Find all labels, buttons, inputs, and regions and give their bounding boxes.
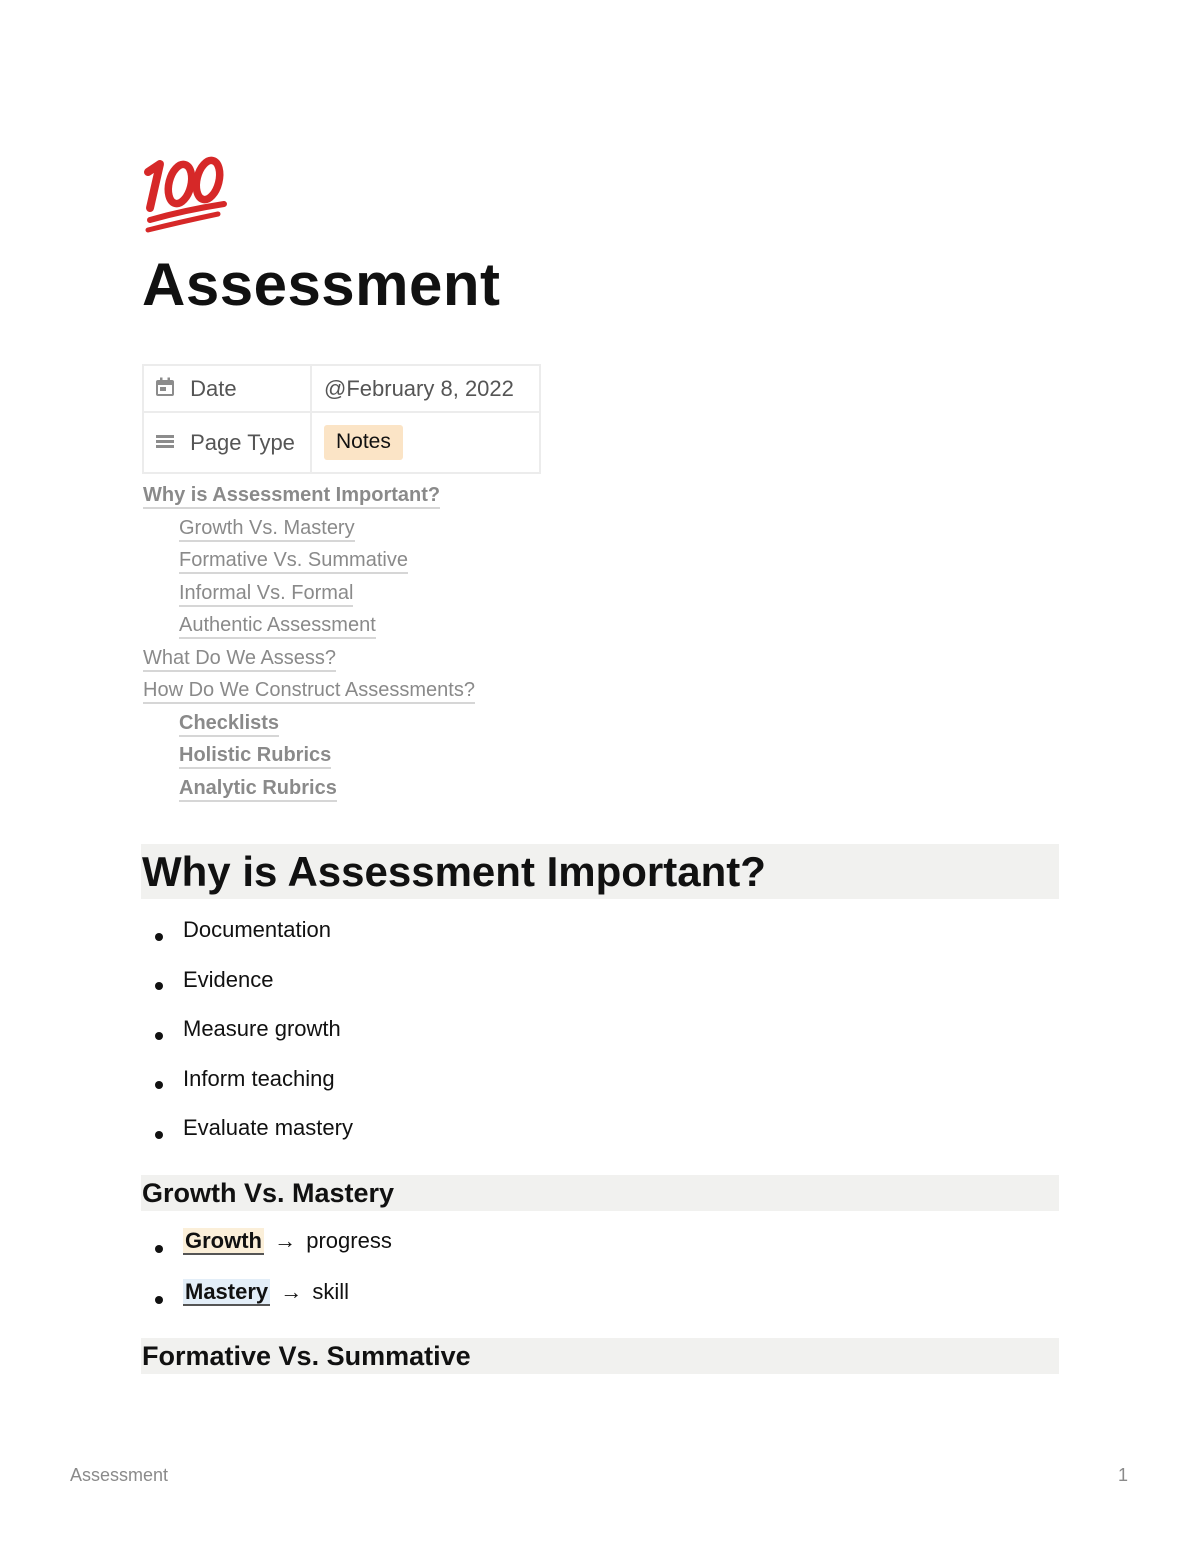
toc-link-growth-vs-mastery[interactable]: Growth Vs. Mastery xyxy=(179,517,355,542)
toc-link-checklists[interactable]: Checklists xyxy=(179,712,279,737)
toc-item xyxy=(143,610,475,643)
toc-item xyxy=(143,708,475,741)
list-item-text: Documentation xyxy=(183,917,331,942)
term-mastery: Mastery xyxy=(185,1279,269,1304)
list-item xyxy=(155,912,353,962)
heading-why-is-assessment-important: Why is Assessment Important? xyxy=(142,848,766,895)
hundred-points-icon xyxy=(140,150,232,242)
list-item xyxy=(155,1274,392,1325)
bullet-dot xyxy=(155,1081,163,1089)
toc-item xyxy=(143,513,475,546)
toc-item xyxy=(143,545,475,578)
page-title: Assessment xyxy=(142,251,501,318)
table-of-contents xyxy=(143,480,475,805)
property-row-date xyxy=(143,365,540,412)
list-lines-icon xyxy=(154,430,176,452)
bullet-dot xyxy=(155,933,163,941)
property-value-cell[interactable] xyxy=(311,412,540,473)
toc-link-authentic-assessment[interactable]: Authentic Assessment xyxy=(179,614,376,639)
toc-item xyxy=(143,578,475,611)
toc-item xyxy=(143,643,475,676)
term-description: progress xyxy=(306,1228,392,1253)
toc-link-informal-vs-formal[interactable]: Informal Vs. Formal xyxy=(179,582,353,607)
property-value-cell[interactable] xyxy=(311,365,540,412)
list-item-text: Measure growth xyxy=(183,1016,341,1041)
property-label-date: Date xyxy=(190,376,237,402)
list-item xyxy=(155,1223,392,1274)
property-key xyxy=(143,365,311,412)
toc-item xyxy=(143,773,475,806)
bullet-dot xyxy=(155,1032,163,1040)
list-item-text: Evaluate mastery xyxy=(183,1115,353,1140)
toc-link-analytic-rubrics[interactable]: Analytic Rubrics xyxy=(179,777,337,802)
toc-item xyxy=(143,480,475,513)
heading-formative-vs-summative: Formative Vs. Summative xyxy=(142,1341,471,1371)
date-value: @February 8, 2022 xyxy=(324,375,514,401)
toc-item xyxy=(143,675,475,708)
bullet-dot xyxy=(155,1296,163,1304)
list-item xyxy=(155,962,353,1012)
list-item-text: Inform teaching xyxy=(183,1065,335,1091)
calendar-icon xyxy=(154,376,176,398)
toc-link-why-is-assessment-important[interactable]: Why is Assessment Important? xyxy=(143,484,440,509)
list-item-text: Evidence xyxy=(183,966,274,992)
toc-link-how-do-we-construct[interactable]: How Do We Construct Assessments? xyxy=(143,679,475,704)
heading-block-growth xyxy=(141,1175,1059,1211)
heading-block-formative xyxy=(141,1338,1059,1374)
footer-page-number: 1 xyxy=(1117,1465,1128,1485)
bullet-dot xyxy=(155,1245,163,1253)
heading-growth-vs-mastery: Growth Vs. Mastery xyxy=(142,1178,395,1208)
property-label-page-type: Page Type xyxy=(190,430,295,456)
list-item xyxy=(155,1110,353,1160)
bullet-dot xyxy=(155,1131,163,1139)
list-item xyxy=(155,1061,353,1111)
term-growth: Growth xyxy=(185,1228,262,1253)
page-type-tag[interactable]: Notes xyxy=(324,425,403,460)
bullet-dot xyxy=(155,982,163,990)
list-item xyxy=(155,1011,353,1061)
property-key xyxy=(143,412,311,473)
property-row-page-type xyxy=(143,412,540,473)
toc-link-formative-vs-summative[interactable]: Formative Vs. Summative xyxy=(179,549,408,574)
why-bullet-list xyxy=(155,912,353,1160)
arrow-icon: → xyxy=(274,1228,297,1253)
toc-item xyxy=(143,740,475,773)
arrow-icon: → xyxy=(280,1279,303,1304)
footer-doc-title: Assessment xyxy=(70,1465,169,1485)
heading-block-why xyxy=(141,844,1059,899)
growth-bullet-list xyxy=(155,1223,392,1325)
term-description: skill xyxy=(312,1279,350,1304)
toc-link-holistic-rubrics[interactable]: Holistic Rubrics xyxy=(179,744,331,769)
properties-table xyxy=(142,364,541,474)
toc-link-what-do-we-assess[interactable]: What Do We Assess? xyxy=(143,647,336,672)
